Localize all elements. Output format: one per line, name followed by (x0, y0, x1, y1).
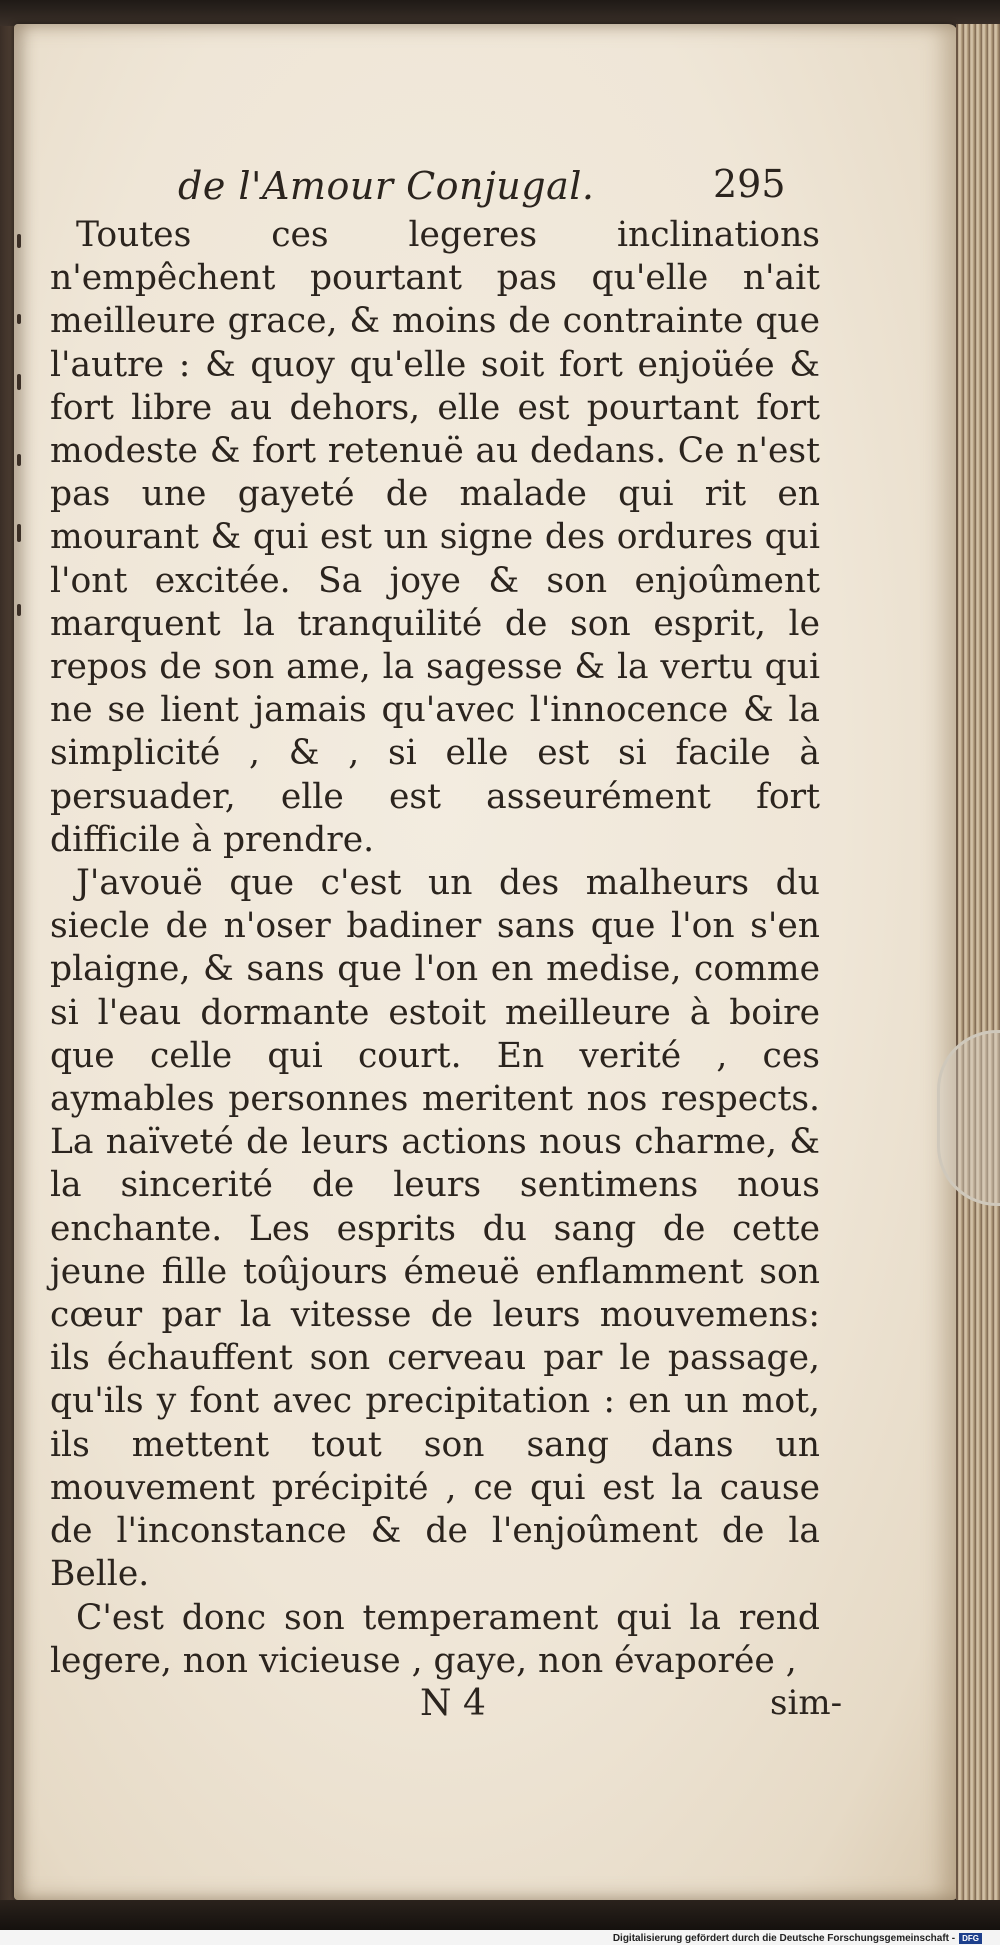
credit-bar (0, 1930, 1000, 1945)
paragraph-2: J'avouë que c'est un des malheurs du siecle de n'oser badiner sans que l'on s'en plaigne, & sans que l'on en medise, comme si l'eau dormante estoit meilleure à boire que celle qui court. En verité , ces aymables personnes meritent nos respects. La naïveté de leurs actions nous charme, & la sincerité de leurs sentimens nous enchante. Les esprits du sang de cette jeune fille toûjours émeuë enflamment son cœur par la vitesse de leurs mouvemens: ils échauffent son cerveau par le passage, qu'ils y font avec precipitation : en un mot, ils mettent tout son sang dans un mouvement précipité , ce qui est la cause de l'inconstance & de l'enjoûment de la Belle. (50, 863, 820, 1595)
paragraph-3: C'est donc son temperament qui la rend legere, non vicieuse , gaye, non évaporée , (50, 1597, 820, 1681)
page-header (50, 158, 820, 214)
page-clip (937, 1030, 1000, 1206)
dfg-logo-icon: DFG (959, 1933, 982, 1944)
bottom-book-edge (0, 1900, 1000, 1930)
running-head: de l'Amour Conjugal. (178, 164, 595, 208)
page-text (50, 158, 843, 1731)
top-book-edge (0, 0, 1000, 26)
credit-text: Digitalisierung gefördert durch die Deutsche Forschungsgemeinschaft - (612, 1933, 956, 1944)
page-fore-edge (956, 24, 1000, 1904)
gutter-marks (14, 224, 28, 644)
page-number: 295 (713, 162, 786, 206)
signature-mark: N 4 (420, 1682, 486, 1724)
catchword: sim- (770, 1682, 843, 1723)
digitization-credit (613, 1933, 982, 1944)
page-footer (50, 1681, 843, 1731)
paragraph-1: Toutes ces legeres inclinations n'empêchent pourtant pas qu'elle n'ait meilleure grace, & moins de contrainte que l'autre : & quoy qu'elle soit fort enjoüée & fort libre au dehors, elle est pourtant fort modeste & fort retenuë au dedans. Ce n'est pas une gayeté de malade qui rit en mourant & qui est un signe des ordures qui l'ont excitée. Sa joye & son enjoûment marquent la tranquilité de son esprit, le repos de son ame, la sagesse & la vertu qui ne se lient jamais qu'avec l'innocence & la simplicité , & , si elle est si facile à persuader, elle est asseurément fort difficile à prendre. (50, 215, 820, 860)
